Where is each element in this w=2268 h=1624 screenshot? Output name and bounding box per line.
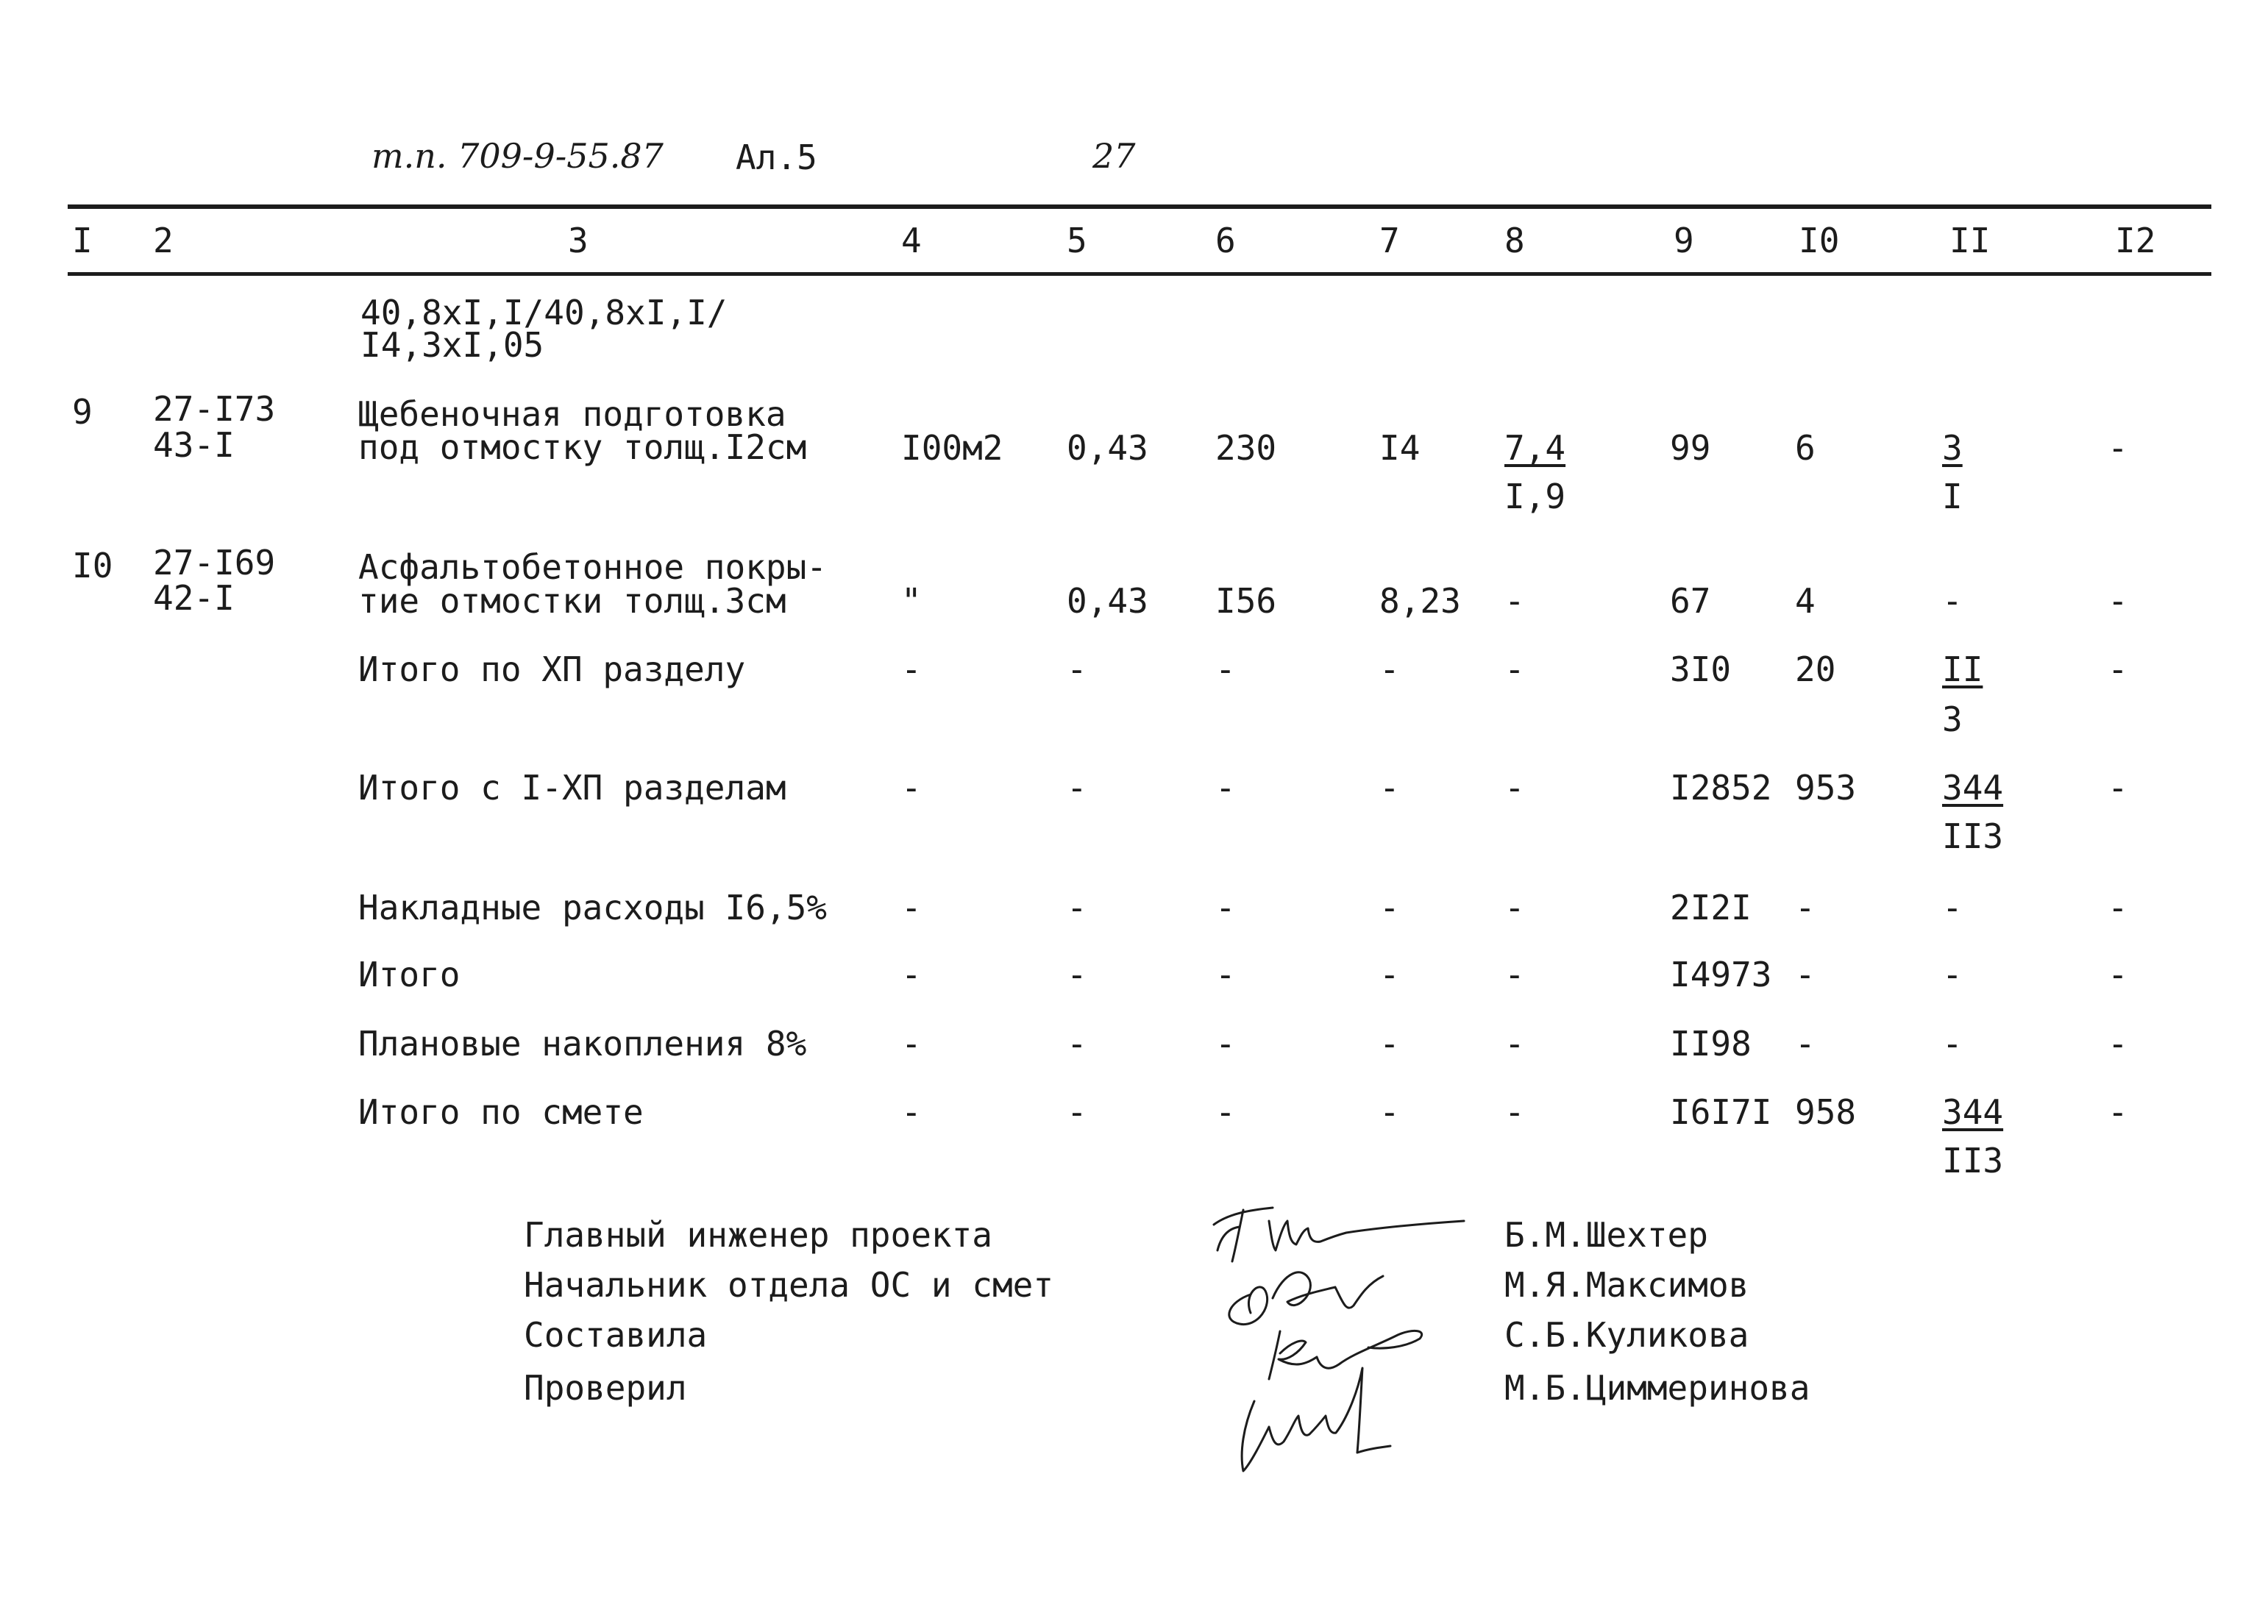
cell-col12: - bbox=[2108, 1024, 2128, 1064]
cell-col8: - bbox=[1504, 955, 1525, 994]
unit: " bbox=[901, 581, 922, 621]
cell-col10: 958 bbox=[1795, 1092, 1857, 1132]
cell-col6: - bbox=[1215, 768, 1236, 808]
col-num-11: II bbox=[1949, 221, 1991, 260]
signatory-name: Б.М.Шехтер bbox=[1504, 1215, 1708, 1255]
item-description: тие отмостки толщ.3см bbox=[358, 581, 786, 621]
col-num-7: 7 bbox=[1379, 221, 1400, 260]
col-num-3: 3 bbox=[568, 221, 589, 260]
cell-col6: 230 bbox=[1215, 428, 1277, 468]
cell-col10: - bbox=[1795, 1024, 1816, 1064]
cell-col5: - bbox=[1067, 888, 1087, 927]
cell-col10: - bbox=[1795, 888, 1816, 927]
unit: I00м2 bbox=[901, 428, 1003, 468]
cell-col8-bottom: I,9 bbox=[1504, 477, 1566, 516]
cell-col11: - bbox=[1942, 888, 1963, 927]
table-top-rule bbox=[68, 204, 2211, 209]
signatory-role: Начальник отдела ОС и смет bbox=[524, 1265, 1054, 1305]
col-num-4: 4 bbox=[901, 221, 922, 260]
cell-col8: - bbox=[1504, 581, 1525, 621]
cell-col4: - bbox=[901, 649, 922, 689]
col-num-10: I0 bbox=[1799, 221, 1840, 260]
cell-col6: - bbox=[1215, 888, 1236, 927]
cell-col7: - bbox=[1379, 768, 1400, 808]
cell-col7: - bbox=[1379, 1092, 1400, 1132]
cell-col6: - bbox=[1215, 649, 1236, 689]
cell-col12: - bbox=[2108, 888, 2128, 927]
cell-col11-bottom: II3 bbox=[1942, 1141, 2004, 1180]
row-number: I0 bbox=[72, 546, 113, 585]
item-description: Асфальтобетонное покры- bbox=[358, 547, 827, 587]
col-num-5: 5 bbox=[1067, 221, 1087, 260]
cell-col4: - bbox=[901, 1092, 922, 1132]
album-label: Ал.5 bbox=[736, 138, 817, 177]
signatory-role: Главный инженер проекта bbox=[524, 1215, 992, 1255]
cell-col9: 67 bbox=[1670, 581, 1711, 621]
cell-col7: - bbox=[1379, 955, 1400, 994]
cell-col5: 0,43 bbox=[1067, 428, 1148, 468]
cell-col7: 8,23 bbox=[1379, 581, 1461, 621]
col-num-2: 2 bbox=[153, 221, 174, 260]
cell-col11-bottom: I bbox=[1942, 477, 1963, 516]
cell-col11: - bbox=[1942, 581, 1963, 621]
signatory-name: М.Б.Циммеринова bbox=[1504, 1368, 1810, 1408]
total-label: Плановые накопления 8% bbox=[358, 1024, 807, 1064]
project-code: т.п. 709-9-55.87 bbox=[372, 136, 664, 176]
cell-col10: 6 bbox=[1795, 428, 1816, 468]
cell-col12: - bbox=[2108, 768, 2128, 808]
total-label: Итого bbox=[358, 955, 461, 994]
cell-col12: - bbox=[2108, 649, 2128, 689]
table-header-rule bbox=[68, 272, 2211, 276]
cell-col4: - bbox=[901, 768, 922, 808]
cell-col12: - bbox=[2108, 428, 2128, 468]
cell-col12: - bbox=[2108, 1092, 2128, 1132]
cell-col9: I6I7I bbox=[1670, 1092, 1772, 1132]
handwritten-signatures bbox=[1199, 1184, 1479, 1493]
cell-col11: - bbox=[1942, 955, 1963, 994]
cell-col5: 0,43 bbox=[1067, 581, 1148, 621]
cell-col10: 953 bbox=[1795, 768, 1857, 808]
col-num-1: I bbox=[72, 221, 93, 260]
norm-code: 27-I73 bbox=[153, 389, 276, 429]
cell-col7: I4 bbox=[1379, 428, 1421, 468]
item-description: Щебеночная подготовка bbox=[358, 394, 786, 434]
cell-col7: - bbox=[1379, 649, 1400, 689]
cell-col4: - bbox=[901, 1024, 922, 1064]
page-number: 27 bbox=[1092, 136, 1136, 176]
cell-col8: - bbox=[1504, 888, 1525, 927]
cell-col8: - bbox=[1504, 1092, 1525, 1132]
cell-col10: 20 bbox=[1795, 649, 1836, 689]
cell-col8-top: 7,4 bbox=[1504, 428, 1566, 468]
cell-col12: - bbox=[2108, 581, 2128, 621]
cell-col9: 2I2I bbox=[1670, 888, 1752, 927]
cell-col7: - bbox=[1379, 888, 1400, 927]
cell-col6: - bbox=[1215, 955, 1236, 994]
cell-col8: - bbox=[1504, 1024, 1525, 1064]
norm-code: 42-I bbox=[153, 578, 235, 618]
cell-col4: - bbox=[901, 888, 922, 927]
cell-col10: 4 bbox=[1795, 581, 1816, 621]
cell-col4: - bbox=[901, 955, 922, 994]
cell-col6: I56 bbox=[1215, 581, 1277, 621]
cell-col8: - bbox=[1504, 649, 1525, 689]
cell-col5: - bbox=[1067, 649, 1087, 689]
col-num-6: 6 bbox=[1215, 221, 1236, 260]
signatory-name: С.Б.Куликова bbox=[1504, 1315, 1749, 1355]
total-label: Итого по XП разделу bbox=[358, 649, 746, 689]
cell-col7: - bbox=[1379, 1024, 1400, 1064]
norm-code: 27-I69 bbox=[153, 543, 276, 583]
signatory-role: Проверил bbox=[524, 1368, 687, 1408]
cell-col9: II98 bbox=[1670, 1024, 1752, 1064]
cell-col11: - bbox=[1942, 1024, 1963, 1064]
cell-col8: - bbox=[1504, 768, 1525, 808]
total-label: Итого с I-XП разделам bbox=[358, 768, 786, 808]
signatory-role: Составила bbox=[524, 1315, 708, 1355]
cell-col9: 3I0 bbox=[1670, 649, 1732, 689]
cell-col5: - bbox=[1067, 768, 1087, 808]
item-description: под отмостку толщ.I2см bbox=[358, 427, 807, 467]
col-num-8: 8 bbox=[1504, 221, 1525, 260]
cell-col11-bottom: 3 bbox=[1942, 699, 1963, 739]
col-num-12: I2 bbox=[2115, 221, 2156, 260]
cell-col11-top: 344 bbox=[1942, 1092, 2004, 1132]
cell-col11-bottom: II3 bbox=[1942, 816, 2004, 856]
norm-code: 43-I bbox=[153, 425, 235, 465]
cell-col10: - bbox=[1795, 955, 1816, 994]
total-label: Итого по смете bbox=[358, 1092, 644, 1132]
continuation-line-1: 40,8xI,I/40,8xI,I/ bbox=[360, 293, 728, 332]
cell-col6: - bbox=[1215, 1024, 1236, 1064]
cell-col5: - bbox=[1067, 1024, 1087, 1064]
row-number: 9 bbox=[72, 392, 93, 432]
cell-col5: - bbox=[1067, 1092, 1087, 1132]
cell-col12: - bbox=[2108, 955, 2128, 994]
cell-col11-top: 3 bbox=[1942, 428, 1963, 468]
cell-col11-top: II bbox=[1942, 649, 1983, 689]
signatory-name: М.Я.Максимов bbox=[1504, 1265, 1749, 1305]
cell-col9: I4973 bbox=[1670, 955, 1772, 994]
cell-col9: 99 bbox=[1670, 428, 1711, 468]
total-label: Накладные расходы I6,5% bbox=[358, 888, 827, 927]
cell-col9: I2852 bbox=[1670, 768, 1772, 808]
continuation-line-2: I4,3xI,05 bbox=[360, 325, 544, 365]
cell-col6: - bbox=[1215, 1092, 1236, 1132]
cell-col5: - bbox=[1067, 955, 1087, 994]
cell-col11-top: 344 bbox=[1942, 768, 2004, 808]
col-num-9: 9 bbox=[1674, 221, 1694, 260]
